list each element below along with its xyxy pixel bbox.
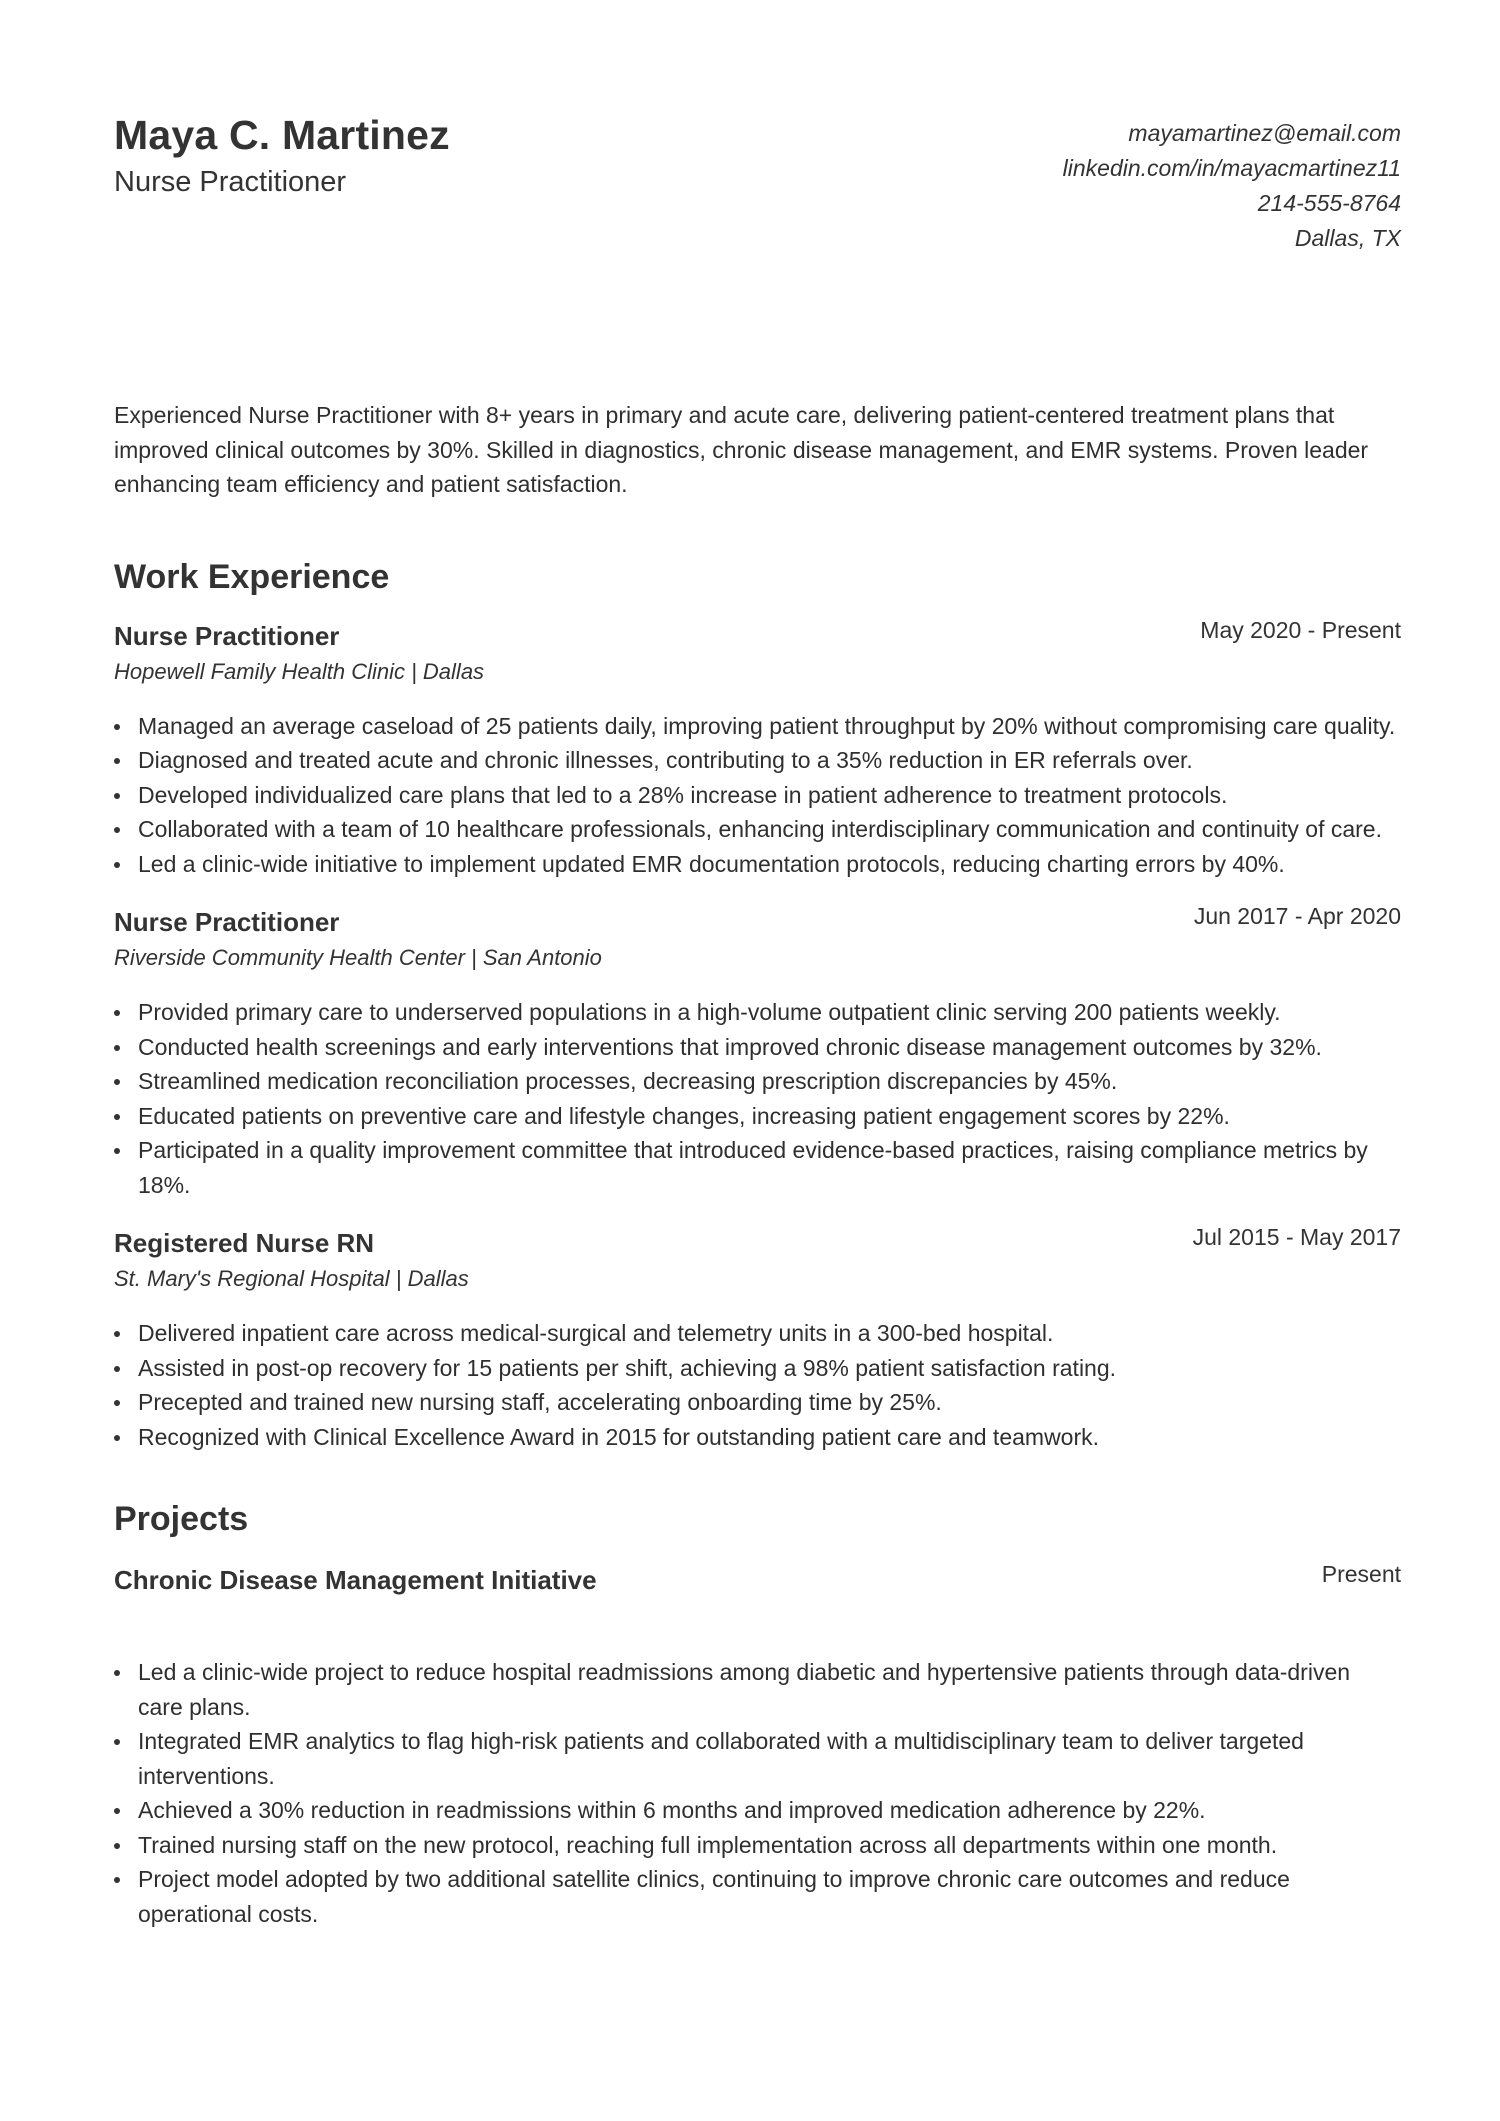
job-date: May 2020 - Present	[1200, 616, 1401, 643]
bullet-item: Led a clinic-wide initiative to implement updated EMR documentation protocols, reducing charting errors by 40%.	[114, 847, 1401, 882]
job-bullets	[114, 1316, 1401, 1454]
bullet-item: Participated in a quality improvement committee that introduced evidence-based practices, raising compliance metrics by 18%.	[114, 1133, 1401, 1202]
bullet-item: Collaborated with a team of 10 healthcare professionals, enhancing interdisciplinary communication and continuity of care.	[114, 812, 1401, 847]
job-title: Nurse Practitioner	[114, 620, 340, 651]
job-organization: Riverside Community Health Center | San Antonio	[114, 945, 602, 970]
project-entry	[114, 1561, 1401, 1931]
bullet-item: Trained nursing staff on the new protocol, reaching full implementation across all departments within one month.	[114, 1828, 1401, 1863]
job-title: Nurse Practitioner	[114, 907, 340, 937]
bullet-item: Streamlined medication reconciliation processes, decreasing prescription discrepancies by 45%.	[114, 1064, 1401, 1099]
project-header	[114, 1561, 1401, 1597]
bullet-item: Led a clinic-wide project to reduce hospital readmissions among diabetic and hypertensive patients through data-driven care plans.	[114, 1655, 1401, 1724]
bullet-item: Project model adopted by two additional satellite clinics, continuing to improve chronic care outcomes and reduce operational costs.	[114, 1862, 1401, 1931]
bullet-item: Assisted in post-op recovery for 15 patients per shift, achieving a 98% patient satisfaction rating.	[114, 1351, 1401, 1386]
project-date: Present	[1321, 1561, 1401, 1587]
resume-page	[114, 104, 1401, 1931]
contact-linkedin[interactable]: linkedin.com/in/mayacmartinez11	[1062, 155, 1401, 181]
job-title: Registered Nurse RN	[114, 1228, 375, 1258]
job-organization: Hopewell Family Health Clinic | Dallas	[114, 658, 485, 684]
project-title: Chronic Disease Management Initiative	[114, 1565, 597, 1595]
bullet-item: Precepted and trained new nursing staff, accelerating onboarding time by 25%.	[114, 1385, 1401, 1420]
contact-location: Dallas, TX	[1294, 225, 1401, 251]
bullet-item: Educated patients on preventive care and lifestyle changes, increasing patient engagement scores by 22%.	[114, 1099, 1401, 1134]
job-entry	[114, 1224, 1401, 1454]
bullet-item: Achieved a 30% reduction in readmissions within 6 months and improved medication adherence by 22%.	[114, 1793, 1401, 1828]
job-bullets	[114, 995, 1401, 1202]
job-entry	[114, 616, 1401, 882]
job-bullets	[114, 709, 1401, 882]
resume-header	[114, 104, 1401, 284]
job-header	[114, 616, 1401, 653]
job-organization: St. Mary's Regional Hospital | Dallas	[114, 1266, 469, 1291]
job-header	[114, 903, 1401, 939]
project-bullets	[114, 1655, 1401, 1931]
bullet-item: Recognized with Clinical Excellence Award in 2015 for outstanding patient care and teamwork.	[114, 1420, 1401, 1455]
bullet-item: Integrated EMR analytics to flag high-risk patients and collaborated with a multidisciplinary team to deliver targeted interventions.	[114, 1724, 1401, 1793]
job-date: Jun 2017 - Apr 2020	[1193, 903, 1401, 929]
bullet-item: Diagnosed and treated acute and chronic illnesses, contributing to a 35% reduction in ER referrals over.	[114, 743, 1401, 778]
candidate-role: Nurse Practitioner	[114, 166, 347, 198]
section-title-work-experience: Work Experience	[114, 557, 390, 596]
bullet-item: Conducted health screenings and early interventions that improved chronic disease management outcomes by 32%.	[114, 1030, 1401, 1065]
bullet-item: Managed an average caseload of 25 patients daily, improving patient throughput by 20% without compromising care quality.	[114, 709, 1401, 744]
contact-phone: 214-555-8764	[1257, 190, 1401, 216]
job-date: Jul 2015 - May 2017	[1192, 1224, 1401, 1250]
contact-email[interactable]: mayamartinez@email.com	[1128, 120, 1401, 146]
contact-block	[1063, 116, 1401, 256]
bullet-item: Provided primary care to underserved populations in a high-volume outpatient clinic serving 200 patients weekly.	[114, 995, 1401, 1030]
professional-summary: Experienced Nurse Practitioner with 8+ years in primary and acute care, delivering patient-centered treatment plans that improved clinical outcomes by 30%. Skilled in diagnostics, chronic disease management, and EMR systems. Proven leader enhancing team efficiency and patient satisfaction.	[114, 402, 1369, 497]
candidate-name: Maya C. Martinez	[114, 112, 450, 158]
bullet-item: Developed individualized care plans that led to a 28% increase in patient adherence to treatment protocols.	[114, 778, 1401, 813]
section-title-projects: Projects	[114, 1500, 249, 1538]
bullet-item: Delivered inpatient care across medical-surgical and telemetry units in a 300-bed hospital.	[114, 1316, 1401, 1351]
job-entry	[114, 903, 1401, 1202]
job-header	[114, 1224, 1401, 1260]
